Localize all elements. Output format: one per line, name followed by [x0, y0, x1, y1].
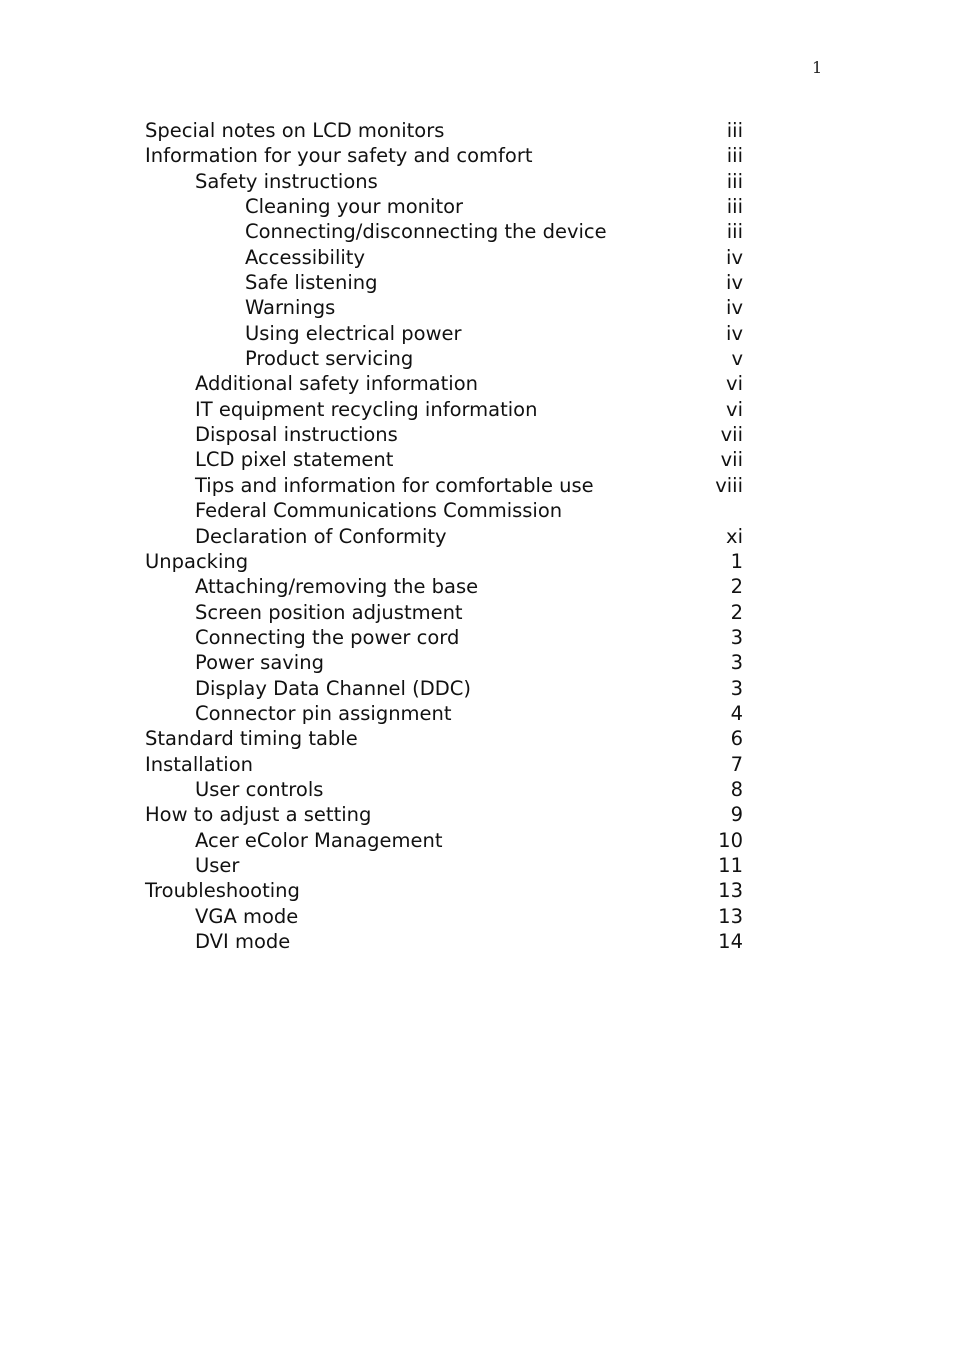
toc-entry-title: Connector pin assignment — [195, 701, 452, 725]
toc-entry-title: Additional safety information — [195, 372, 478, 396]
toc-entry[interactable] — [145, 752, 743, 777]
toc-entry-title: DVI mode — [195, 930, 291, 953]
toc-entry-page: 13 — [718, 879, 743, 903]
toc-entry-page: xi — [726, 524, 743, 548]
toc-entry[interactable] — [145, 295, 743, 320]
toc-entry-title: Disposal instructions — [195, 423, 398, 447]
table-of-contents — [145, 118, 743, 954]
toc-entry[interactable] — [145, 802, 743, 827]
toc-entry-page: vii — [720, 448, 743, 472]
toc-entry[interactable] — [145, 549, 743, 574]
toc-entry-title: Unpacking — [145, 549, 249, 573]
toc-entry-title: Using electrical power — [245, 321, 462, 345]
toc-entry[interactable] — [145, 270, 743, 295]
toc-entry[interactable] — [145, 473, 743, 498]
toc-entry[interactable] — [145, 828, 743, 853]
toc-entry-title: Declaration of Conformity — [195, 524, 447, 548]
toc-entry-title: Display Data Channel (DDC) — [195, 676, 471, 700]
toc-entry-page: iv — [726, 321, 743, 345]
toc-entry-title: User controls — [195, 777, 324, 801]
toc-entry-page: vii — [720, 423, 743, 447]
toc-entry-title: Power saving — [195, 651, 324, 675]
toc-entry-page: 3 — [730, 676, 743, 700]
toc-entry[interactable] — [145, 853, 743, 878]
toc-entry-page: iii — [726, 220, 743, 244]
toc-entry[interactable] — [145, 929, 743, 954]
toc-entry-page: iii — [726, 119, 743, 142]
toc-entry-title: Safety instructions — [195, 169, 378, 193]
toc-entry-page: iv — [726, 245, 743, 269]
toc-entry[interactable] — [145, 574, 743, 599]
toc-entry[interactable] — [145, 245, 743, 270]
toc-entry-page: iv — [726, 271, 743, 295]
toc-entry-page: 4 — [730, 701, 743, 725]
toc-entry[interactable] — [145, 447, 743, 472]
toc-entry-title: Information for your safety and comfort — [145, 144, 533, 168]
toc-entry-page: iii — [726, 144, 743, 168]
toc-entry-title: Accessibility — [245, 245, 365, 269]
toc-entry-title: LCD pixel statement — [195, 448, 394, 472]
toc-entry[interactable] — [145, 904, 743, 929]
toc-entry-title: Product servicing — [245, 347, 414, 371]
toc-entry-page: 2 — [730, 575, 743, 599]
page-number: 1 — [812, 58, 823, 77]
toc-entry[interactable] — [145, 524, 743, 549]
toc-entry[interactable] — [145, 321, 743, 346]
toc-entry-page: 8 — [730, 777, 743, 801]
toc-entry-title: Connecting/disconnecting the device — [245, 220, 607, 244]
toc-entry-page: vi — [726, 397, 743, 421]
toc-entry[interactable] — [145, 625, 743, 650]
toc-entry[interactable] — [145, 346, 743, 371]
toc-entry-title: Federal Communications Commission — [195, 499, 563, 523]
toc-entry[interactable] — [145, 118, 743, 143]
toc-entry[interactable] — [145, 194, 743, 219]
toc-entry-title: Warnings — [245, 296, 336, 320]
toc-entry[interactable] — [145, 397, 743, 422]
toc-entry-page: 10 — [718, 828, 743, 852]
toc-entry-page: vi — [726, 372, 743, 396]
toc-entry[interactable] — [145, 878, 743, 903]
toc-entry[interactable] — [145, 371, 743, 396]
toc-entry-title: VGA mode — [195, 904, 299, 928]
toc-entry[interactable] — [145, 219, 743, 244]
toc-entry[interactable] — [145, 600, 743, 625]
toc-entry-title: Attaching/removing the base — [195, 575, 479, 599]
toc-entry-page: 1 — [730, 549, 743, 573]
toc-entry-title: IT equipment recycling information — [195, 397, 538, 421]
toc-entry[interactable] — [145, 676, 743, 701]
toc-entry[interactable] — [145, 143, 743, 168]
toc-entry-page: 6 — [730, 727, 743, 751]
toc-entry-title: Standard timing table — [145, 727, 358, 751]
toc-entry[interactable] — [145, 777, 743, 802]
toc-entry-page: 9 — [730, 803, 743, 827]
toc-entry[interactable] — [145, 498, 743, 523]
toc-entry-title: Installation — [145, 752, 254, 776]
toc-entry-page: 11 — [718, 853, 743, 877]
toc-entry-page: 7 — [730, 752, 743, 776]
toc-entry-page: v — [731, 347, 743, 371]
toc-entry-title: Acer eColor Management — [195, 828, 443, 852]
toc-entry-page: 2 — [730, 600, 743, 624]
toc-entry-title: Tips and information for comfortable use — [195, 473, 594, 497]
toc-entry-page: 3 — [730, 625, 743, 649]
toc-entry-title: Connecting the power cord — [195, 625, 460, 649]
toc-entry-title: Safe listening — [245, 271, 378, 295]
toc-entry-title: Special notes on LCD monitors — [145, 119, 445, 142]
toc-entry-page: 3 — [730, 651, 743, 675]
toc-entry-page: iii — [726, 169, 743, 193]
toc-entry-page: iv — [726, 296, 743, 320]
toc-entry-title: User — [195, 853, 240, 877]
toc-entry-page: viii — [715, 473, 743, 497]
toc-entry[interactable] — [145, 650, 743, 675]
toc-entry-page: iii — [726, 195, 743, 219]
toc-entry-title: Troubleshooting — [145, 879, 300, 903]
toc-entry-title: Cleaning your monitor — [245, 195, 464, 219]
toc-entry[interactable] — [145, 701, 743, 726]
toc-entry-page: 14 — [718, 930, 743, 953]
toc-entry[interactable] — [145, 422, 743, 447]
toc-entry-page: 13 — [718, 904, 743, 928]
toc-entry[interactable] — [145, 726, 743, 751]
toc-entry-title: How to adjust a setting — [145, 803, 372, 827]
toc-entry[interactable] — [145, 169, 743, 194]
toc-entry-title: Screen position adjustment — [195, 600, 463, 624]
